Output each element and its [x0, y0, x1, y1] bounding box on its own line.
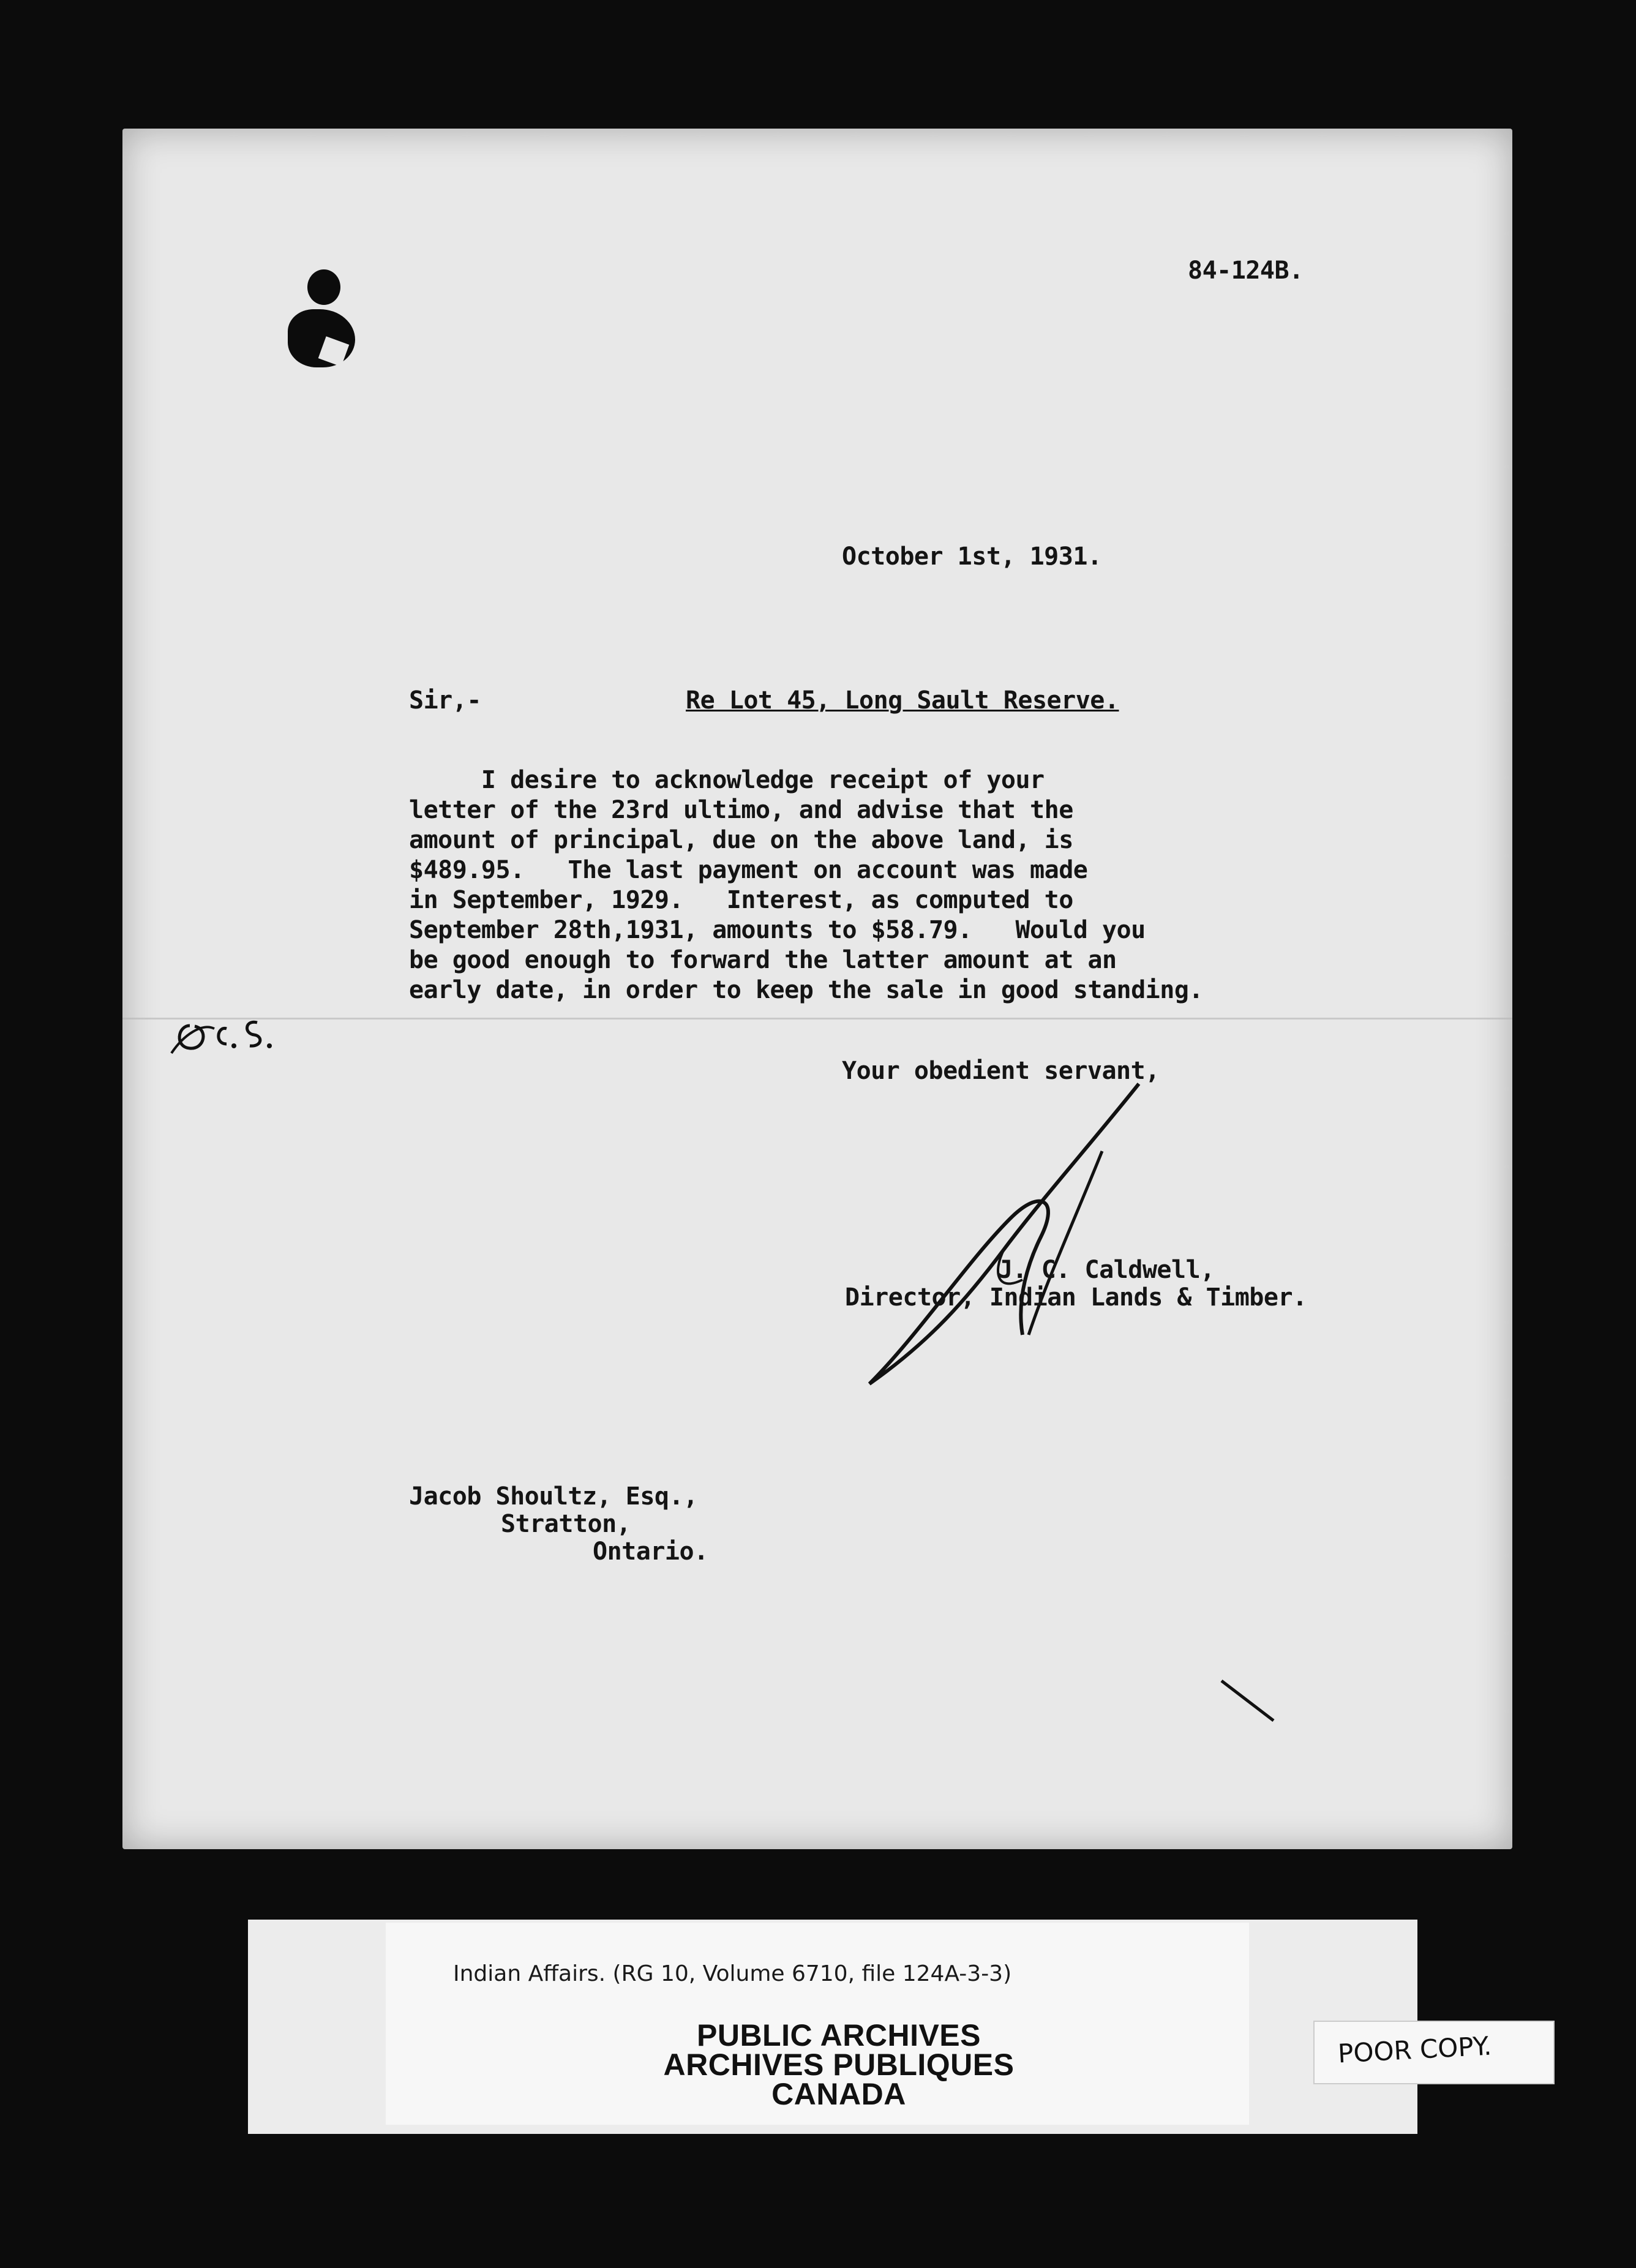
body-line: $489.95. The last payment on account was made — [409, 856, 1088, 884]
archive-reference: Indian Affairs. (RG 10, Volume 6710, file 124A-3-3) — [453, 1961, 1012, 1986]
addressee-line: Ontario. — [593, 1538, 708, 1566]
salutation: Sir,- — [409, 686, 481, 715]
signature — [845, 1078, 1163, 1396]
archive-line1: PUBLIC ARCHIVES — [696, 2018, 981, 2052]
subject-line: Re Lot 45, Long Sault Reserve. — [686, 686, 1119, 715]
letter-body — [409, 765, 1203, 1005]
body-line: September 28th,1931, amounts to $58.79. Would you — [409, 916, 1146, 944]
archive-stamp — [502, 2018, 1176, 2111]
signatory-title: Director, Indian Lands & Timber. — [845, 1283, 1307, 1312]
stray-mark — [1218, 1678, 1280, 1727]
archive-line3: CANADA — [771, 2077, 906, 2111]
fold-line — [122, 1018, 1512, 1019]
letter-date: October 1st, 1931. — [842, 543, 1102, 571]
handwritten-initials — [165, 998, 300, 1065]
addressee-line: Stratton, — [501, 1510, 631, 1538]
signatory-name: J. C. Caldwell, — [998, 1256, 1215, 1284]
body-line: early date, in order to keep the sale in good standing. — [409, 976, 1204, 1004]
poor-copy-note: POOR COPY. — [1337, 2030, 1493, 2069]
file-number: 84-124B. — [1188, 257, 1304, 285]
body-line: be good enough to forward the latter amount at an — [409, 946, 1117, 974]
punch-hole — [307, 269, 340, 305]
body-line: amount of principal, due on the above land, is — [409, 826, 1073, 854]
addressee-line: Jacob Shoultz, Esq., — [409, 1482, 698, 1511]
body-line: in September, 1929. Interest, as computed to — [409, 886, 1073, 914]
body-line: letter of the 23rd ultimo, and advise that the — [409, 796, 1073, 824]
closing: Your obedient servant, — [842, 1057, 1160, 1085]
archive-line2: ARCHIVES PUBLIQUES — [663, 2048, 1015, 2082]
body-line: I desire to acknowledge receipt of your — [409, 766, 1045, 794]
